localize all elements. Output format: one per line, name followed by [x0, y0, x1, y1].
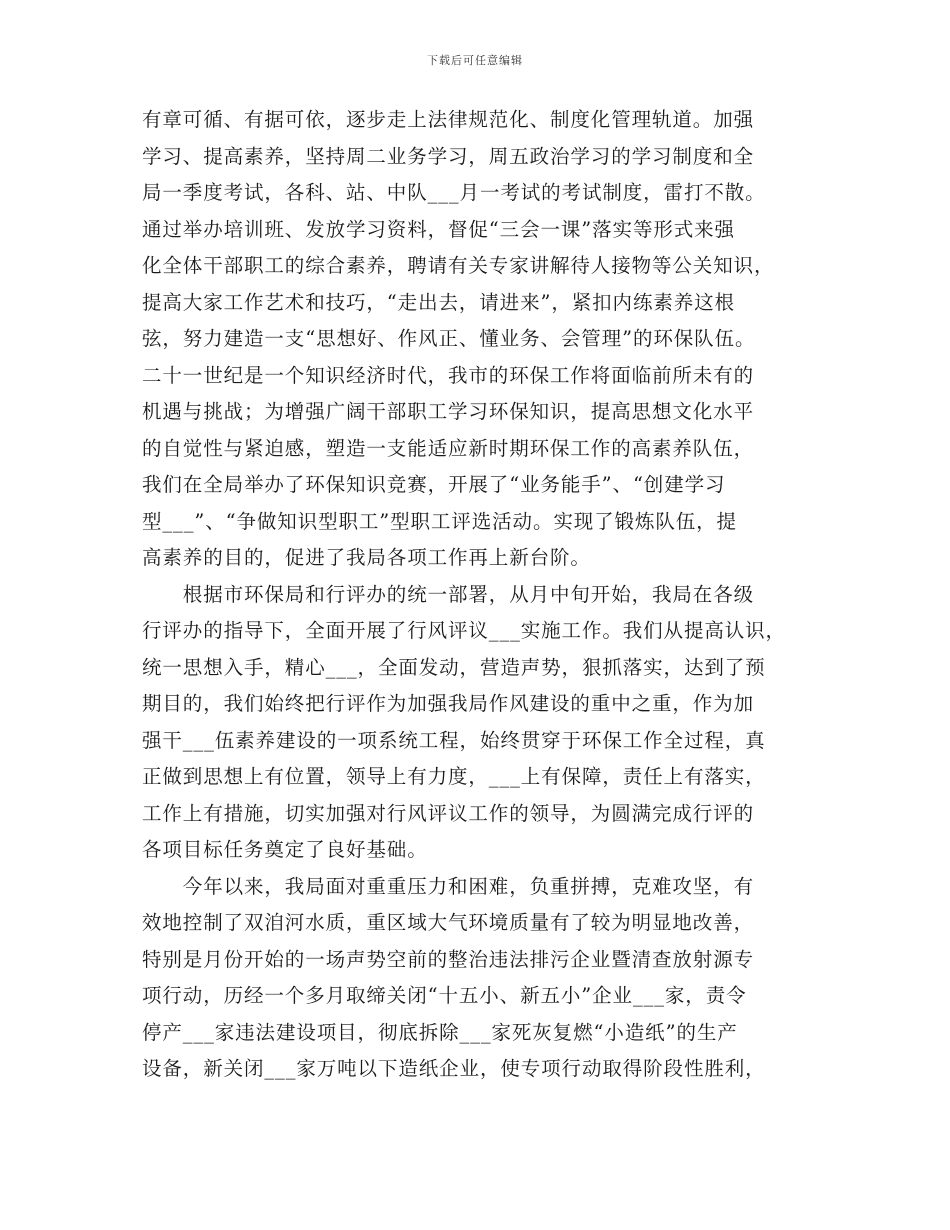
text-line: 我们在全局举办了环保知识竞赛，开展了“业务能手”、“创建学习 [142, 473, 726, 496]
page-header: 下载后可任意编辑 [427, 54, 523, 67]
text-line: 强干___伍素养建设的一项系统工程，始终贯穿于环保工作全过程，真 [142, 728, 766, 752]
text-line: 局一季度考试，各科、站、中队___月一考试的考试制度，雷打不散。 [142, 181, 766, 204]
text-line: 设备，新关闭___家万吨以下造纸企业，使专项行动取得阶段性胜利， [142, 1057, 766, 1080]
text-line: 型___”、“争做知识型职工”型职工评选活动。实现了锻炼队伍，提 [142, 509, 737, 533]
text-line: 停产___家违法建设项目，彻底拆除___家死灰复燃“小造纸”的生产 [142, 1020, 738, 1044]
text-line: 各项目标任务奠定了良好基础。 [142, 838, 428, 861]
text-line: 行评办的指导下，全面开展了行风评议___实施工作。我们从提高认识， [142, 619, 786, 642]
text-line: 特别是月份开始的一场声势空前的整治违法排污企业暨清查放射源专 [142, 947, 755, 971]
text-line: 正做到思想上有位置，领导上有力度，___上有保障，责任上有落实， [142, 765, 766, 788]
text-line: 提高大家工作艺术和技巧，“走出去，请进来”，紧扣内练素养这根 [142, 290, 735, 314]
text-line: 高素养的目的，促进了我局各项工作再上新台阶。 [142, 546, 591, 569]
text-line: 期目的，我们始终把行评作为加强我局作风建设的重中之重，作为加 [142, 692, 755, 715]
text-line: 今年以来，我局面对重重压力和困难，负重拼搏，克难攻坚，有 [142, 874, 755, 898]
text-line: 二十一世纪是一个知识经济时代，我市的环保工作将面临前所未有的 [142, 363, 755, 387]
text-line: 弦，努力建造一支“思想好、作风正、懂业务、会管理”的环保队伍。 [142, 327, 756, 350]
text-line: 机遇与挑战；为增强广阔干部职工学习环保知识，提高思想文化水平 [142, 400, 755, 423]
text-line: 有章可循、有据可依，逐步走上法律规范化、制度化管理轨道。加强 [142, 108, 755, 131]
text-line: 效地控制了双洎河水质，重区域大气环境质量有了较为明显地改善， [142, 911, 755, 934]
text-line: 项行动，历经一个多月取缔关闭“十五小、新五小”企业___家，责令 [142, 984, 747, 1007]
text-line: 根据市环保局和行评办的统一部署，从月中旬开始，我局在各级 [142, 582, 755, 606]
document-body [142, 102, 822, 1088]
text-line: 统一思想入手，精心___，全面发动，营造声势，狠抓落实，达到了预 [142, 655, 766, 679]
text-line: 化全体干部职工的综合素养，聘请有关专家讲解待人接物等公关知识， [142, 254, 775, 277]
text-line: 的自觉性与紧迫感，塑造一支能适应新时期环保工作的高素养队伍， [142, 436, 755, 460]
text-line: 通过举办培训班、发放学习资料，督促“三会一课”落实等形式来强 [142, 217, 735, 241]
text-line: 工作上有措施，切实加强对行风评议工作的领导，为圆满完成行评的 [142, 801, 755, 825]
text-line: 学习、提高素养，坚持周二业务学习，周五政治学习的学习制度和全 [142, 144, 755, 168]
